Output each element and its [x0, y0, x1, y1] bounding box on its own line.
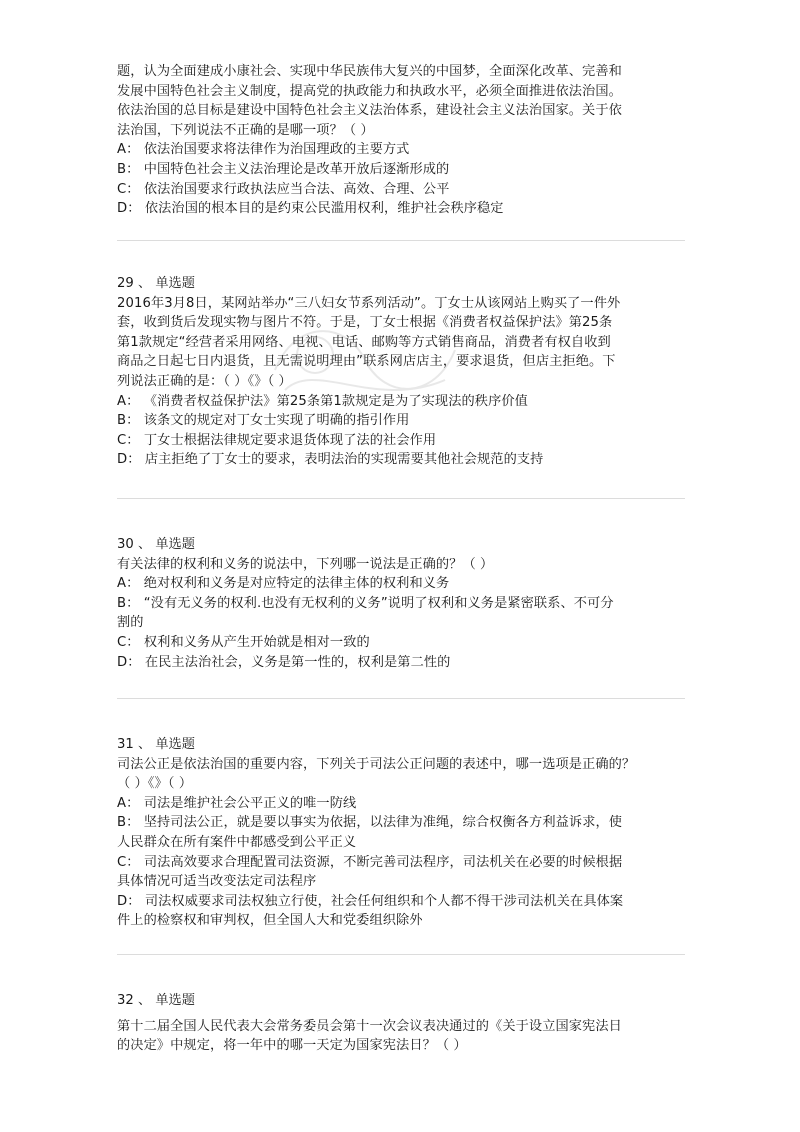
separator: [117, 498, 685, 499]
question-text-line: 第十二届全国人民代表大会常务委员会第十一次会议表决通过的《关于设立国家宪法日: [117, 1018, 622, 1034]
option-a: A： 《消费者权益保护法》第25条第1款规定是为了实现法的秩序价值: [117, 393, 528, 409]
question-header: 31 、 单选题: [117, 737, 195, 752]
question-text-line: 套，收到货后发现实物与图片不符。于是，丁女士根据《消费者权益保护法》第25条: [117, 315, 613, 331]
option-b: B： 坚持司法公正，就是要以事实为依据，以法律为准绳，综合权衡各方利益诉求，使: [117, 815, 623, 831]
question-text-line: 发展中国特色社会主义制度，提高党的执政能力和执政水平，必须全面推进依法治国。: [117, 83, 622, 99]
option-c: C： 权利和义务从产生开始就是相对一致的: [117, 634, 370, 650]
question-32: [117, 991, 687, 1056]
question-header: 32 、 单选题: [117, 993, 195, 1008]
question-text-line: 有关法律的权利和义务的说法中，下列哪一说法是正确的？（ ）: [117, 556, 494, 572]
separator: [117, 954, 685, 955]
option-c: C： 司法高效要求合理配置司法资源，不断完善司法程序，司法机关在必要的时候根据: [117, 854, 623, 870]
option-a: A： 依法治国要求将法律作为治国理政的主要方式: [117, 142, 410, 158]
option-d-continued: 件上的检察权和审判权，但全国人大和党委组织除外: [117, 913, 423, 929]
question-text-line: 列说法正确的是：（ ）《》（ ）: [117, 373, 292, 389]
question-text-line: 第1款规定“经营者采用网络、电视、电话、邮购等方式销售商品，消费者有权自收到: [117, 334, 611, 350]
option-c-continued: 具体情况可适当改变法定司法程序: [117, 874, 317, 890]
option-b-continued: 人民群众在所有案件中都感受到公平正义: [117, 834, 357, 850]
question-text-line: 依法治国的总目标是建设中国特色社会主义法治体系，建设社会主义法治国家。关于依: [117, 103, 622, 119]
separator: [117, 240, 685, 241]
question-text-line: 法治国，下列说法不正确的是哪一项？（ ）: [117, 122, 374, 138]
question-30: [117, 535, 687, 672]
option-d: D： 店主拒绝了丁女士的要求，表明法治的实现需要其他社会规范的支持: [117, 452, 544, 468]
option-a: A： 绝对权利和义务是对应特定的法律主体的权利和义务: [117, 576, 450, 592]
option-d: D： 在民主法治社会，义务是第一性的，权利是第二性的: [117, 654, 451, 670]
option-b-continued: 割的: [117, 615, 144, 631]
option-d: D： 依法治国的根本目的是约束公民滥用权利，维护社会秩序稳定: [117, 201, 504, 217]
option-b: B： 中国特色社会主义法治理论是改革开放后逐渐形成的: [117, 161, 450, 177]
option-a: A： 司法是维护社会公平正义的唯一防线: [117, 795, 357, 811]
question-31: [117, 735, 687, 931]
question-text-line: 题，认为全面建成小康社会、实现中华民族伟大复兴的中国梦，全面深化改革、完善和: [117, 64, 622, 79]
option-c: C： 丁女士根据法律规定要求退货体现了法的社会作用: [117, 432, 437, 448]
question-header: 30 、 单选题: [117, 537, 195, 552]
question-text-line: 司法公正是依法治国的重要内容，下列关于司法公正问题的表述中，哪一选项是正确的？: [117, 756, 636, 772]
question-text-line: 的决定》中规定，将一年中的哪一天定为国家宪法日？（ ）: [117, 1038, 467, 1054]
question-text-line: 2016年3月8日，某网站举办“三八妇女节系列活动”。丁女士从该网站上购买了一件外: [117, 295, 621, 311]
question-text-line: 商品之日起七日内退货，且无需说明理由”联系网店店主，要求退货，但店主拒绝。下: [117, 354, 616, 370]
option-d: D： 司法权威要求司法权独立行使，社会任何组织和个人都不得干涉司法机关在具体案: [117, 893, 624, 909]
option-c: C： 依法治国要求行政执法应当合法、高效、合理、公平: [117, 181, 450, 197]
option-b: B： “没有无义务的权利.也没有无权利的义务”说明了权利和义务是紧密联系、不可分: [117, 595, 614, 611]
option-b: B： 该条文的规定对丁女士实现了明确的指引作用: [117, 413, 410, 429]
question-28: [117, 62, 687, 219]
question-header: 29 、 单选题: [117, 276, 195, 291]
question-29: [117, 274, 687, 470]
question-text-line: （ ）《》（ ）: [117, 776, 193, 792]
separator: [117, 698, 685, 699]
